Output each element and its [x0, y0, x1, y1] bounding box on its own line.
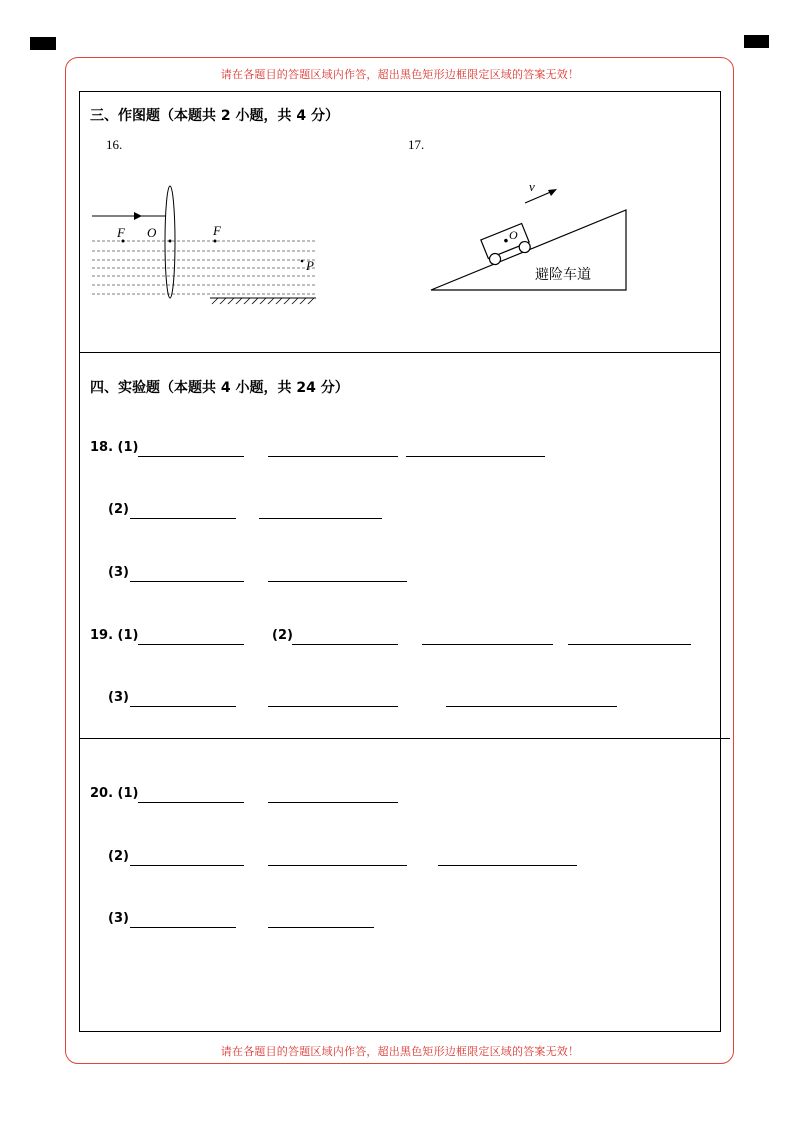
section4-title: 四、实验题（本题共 4 小题，共 24 分）	[90, 380, 349, 396]
answer-blank[interactable]	[138, 644, 244, 645]
q16-label-p: P	[306, 258, 314, 273]
section4-box-b	[79, 738, 721, 1032]
answer-blank[interactable]	[130, 706, 236, 707]
answer-blank[interactable]	[422, 644, 553, 645]
q18-part1-row	[0, 440, 800, 460]
answer-blank[interactable]	[268, 706, 398, 707]
notice-bottom: 请在各题目的答题区域内作答，超出黑色矩形边框限定区域的答案无效！	[220, 1045, 580, 1058]
q20-part2-label: (2)	[108, 849, 129, 864]
q17-label-v: v	[529, 179, 535, 194]
answer-blank[interactable]	[130, 865, 244, 866]
q20-part3-row	[0, 911, 800, 931]
answer-blank[interactable]	[259, 518, 382, 519]
q16-label-f-left: F	[117, 225, 125, 240]
q19-part3-label: (3)	[108, 690, 129, 705]
answer-blank[interactable]	[406, 456, 545, 457]
answer-blank[interactable]	[446, 706, 617, 707]
q20-part1-label: 20. (1)	[90, 786, 139, 801]
answer-blank[interactable]	[268, 802, 398, 803]
q16-lens-diagram[interactable]	[86, 180, 326, 310]
answer-blank[interactable]	[292, 644, 398, 645]
answer-blank[interactable]	[438, 865, 577, 866]
corner-marker-right	[744, 35, 769, 48]
q17-ramp-diagram[interactable]	[425, 175, 635, 297]
notice-top: 请在各题目的答题区域内作答，超出黑色矩形边框限定区域的答案无效！	[220, 68, 580, 81]
section4-box-a	[79, 352, 721, 739]
q16-number: 16.	[106, 137, 123, 152]
q17-label-o: O	[509, 228, 518, 242]
corner-marker-left	[30, 37, 56, 50]
section3-title: 三、作图题（本题共 2 小题，共 4 分）	[90, 108, 339, 124]
overhang-line	[720, 738, 730, 739]
q18-part3-label: (3)	[108, 565, 129, 580]
answer-blank[interactable]	[130, 927, 236, 928]
q20-part2-row	[0, 849, 800, 869]
q20-part1-row	[0, 786, 800, 806]
q19-part1-row	[0, 628, 800, 648]
answer-blank[interactable]	[268, 927, 374, 928]
q19-part2-label: (2)	[272, 628, 293, 643]
q19-part1-label: 19. (1)	[90, 628, 139, 643]
q18-part2-row	[0, 502, 800, 522]
answer-blank[interactable]	[268, 865, 407, 866]
q18-part1-label: 18. (1)	[90, 440, 139, 455]
q19-part3-row	[0, 690, 800, 710]
q18-part2-label: (2)	[108, 502, 129, 517]
answer-blank[interactable]	[268, 581, 407, 582]
answer-blank[interactable]	[268, 456, 398, 457]
answer-blank[interactable]	[130, 581, 244, 582]
answer-blank[interactable]	[138, 802, 244, 803]
q18-part3-row	[0, 565, 800, 585]
q20-part3-label: (3)	[108, 911, 129, 926]
answer-blank[interactable]	[568, 644, 691, 645]
q16-label-o: O	[147, 225, 157, 240]
answer-blank[interactable]	[138, 456, 244, 457]
answer-blank[interactable]	[130, 518, 236, 519]
q17-road-text: 避险车道	[535, 267, 591, 283]
q17-number: 17.	[408, 137, 425, 152]
q16-label-f-right: F	[213, 223, 221, 238]
